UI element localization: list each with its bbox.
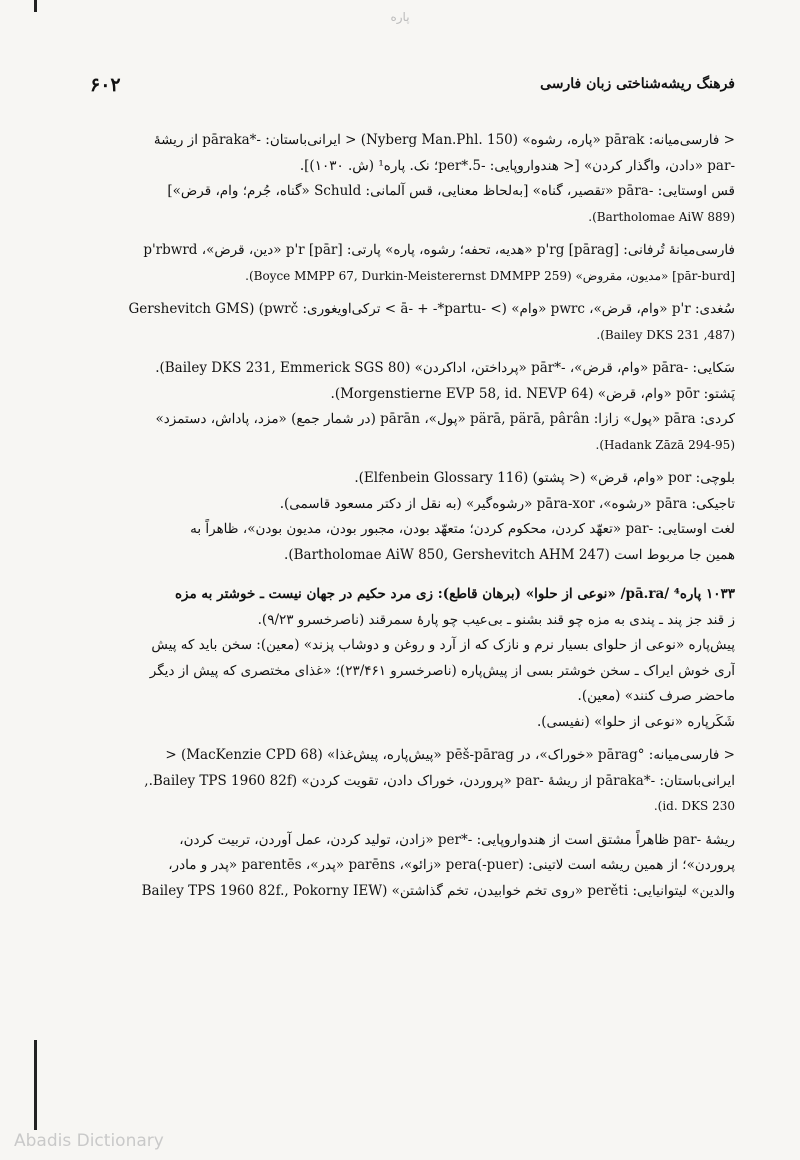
entry-line: < فارسی‌میانه: °pārag «خوراک»، در pēš-pārag «پیش‌پاره، پیش‌غذا» (MacKenzie CPD 68) < — [165, 747, 735, 763]
entry-line: [pār-burd] «مدیون، مقروض» (Boyce MMPP 67, Durkin-Meisterernst DMMPP 259). — [245, 268, 735, 283]
entry-line: < فارسی‌میانه: pārak «پاره، رشوه» (Nyberg Man.Phl. 150) < ایرانی‌باستان: -*pāraka از ریشهٔ — [153, 132, 735, 148]
entry-line: شَکَرپاره «نوعی از حلوا» (نفیسی). — [537, 713, 735, 730]
entry-line: پَشتو: pōr «وام، قرض» (Morgenstierne EVP 58, id. NEVP 64). — [330, 385, 735, 402]
top-label: پاره — [390, 10, 410, 24]
entry-line: آری خوش ایراک ـ سخن خوشتر بسی از پیش‌پاره (ناصرخسرو ۲۳/۴۶۱)؛ «غذای مختصری که پیش از دیگر — [149, 662, 735, 679]
entry-line: (Hadank Zāzā 294-95). — [595, 437, 735, 452]
entry-heading: ۱۰۳۳ پاره⁴ /pā.ra/ «نوعی از حلوا» (برهان قاطع): زی مرد حکیم در جهان نیست ـ خوشتر به مزه — [174, 586, 735, 602]
entry-line: سَکایی: -pāra «وام، قرض»، -*pār «پرداختن، اداکردن» (Bailey DKS 231, Emmerick SGS 80). — [155, 360, 735, 376]
page-number: ۶۰۲ — [90, 74, 121, 96]
entry-line: سُغدی: p'r «وام، قرض»، pwrc «وام» (> -ā- + -*partu > ترکی‌اویغوری: pwrč) (Gershevitch GMS — [128, 301, 735, 317]
entry-line: ماحضر صرف کنند» (معین). — [577, 688, 735, 704]
entry-line: (487, Bailey DKS 231). — [596, 327, 735, 342]
running-title: فرهنگ ریشه‌شناختی زبان فارسی — [540, 76, 735, 92]
entry-line: id. DKS 230). — [653, 799, 735, 813]
entry-line: پیش‌پاره «نوعی از حلوای بسیار نرم و نازک که از آرد و روغن و دوشاب پزند» (معین): سخن باید که پیش — [151, 637, 735, 653]
entry-line: لغت اوستایی: -par «تعهّد کردن، محکوم کردن؛ متعهّد بودن، مجبور بودن، مدیون بودن»، ظاهراً به — [190, 521, 735, 537]
entry-line: ایرانی‌باستان: -*pāraka از ریشهٔ -par «پروردن، خوراک دادن، تقویت کردن» (Bailey TPS 1960 82f., — [144, 772, 735, 789]
entry-line: تاجیکی: pāra «رشوه»، pāra-xor «رشوه‌گیر» (به نقل از دکتر مسعود قاسمی). — [279, 495, 735, 512]
entry-line: (Bartholomae AiW 889). — [588, 209, 735, 224]
page-header — [90, 74, 735, 104]
entry-line: کردی: pāra «پول» زازا: pärā, pärā, pârân «پول»، pārān (در شمار جمع) «مزد، پاداش، دستمزد» — [155, 411, 735, 427]
dictionary-body — [90, 128, 735, 1038]
entry-line: والدین» لیتوانیایی: perěti «روی تخم خوابیدن، تخم گذاشتن» (Bailey TPS 1960 82f., Pokorny IEW — [141, 882, 735, 899]
entry-line: ز قند جز پند ـ پندی به مزه چو قند بشنو ـ بی‌عیب چو پارهٔ سمرقند (ناصرخسرو ۹/۲۳). — [257, 611, 735, 628]
binding-edge-bottom — [34, 1040, 37, 1130]
entry-line: بلوچی: por «وام، قرض» (< پشتو) (Elfenbein Glossary 116). — [354, 470, 735, 486]
entry-line: فارسی‌میانهٔ تُرفانی: p'rg [pārag] «هدیه، تحفه؛ رشوه، پاره» پارتی: p'r [pār] «دین، قرض»، p'rbwrd — [143, 242, 735, 258]
entry-line: ریشهٔ -par ظاهراً مشتق است از هندواروپایی: -*per «زادن، تولید کردن، عمل آوردن، تربیت کردن، — [179, 831, 735, 848]
entry-line: قس اوستایی: -pāra «تقصیر، گناه» [به‌لحاظ معنایی، قس آلمانی: Schuld «گناه، جُرم؛ وام، قرض»] — [167, 183, 735, 199]
entry-line: پروردن»؛ از همین ریشه است لاتینی: (puer-)pera «زائو»، parēns «پدر»، parentēs «پدر و مادر، — [168, 857, 735, 873]
entry-line: همین جا مربوط است (Bartholomae AiW 850, Gershevitch AHM 247). — [284, 546, 735, 563]
entry-line: -par «دادن، واگذار کردن» [< هندواروپایی: -5.*per؛ نک. پاره¹ (ش. ۱۰۳۰)]. — [299, 157, 735, 174]
watermark: Abadis Dictionary — [14, 1131, 164, 1151]
